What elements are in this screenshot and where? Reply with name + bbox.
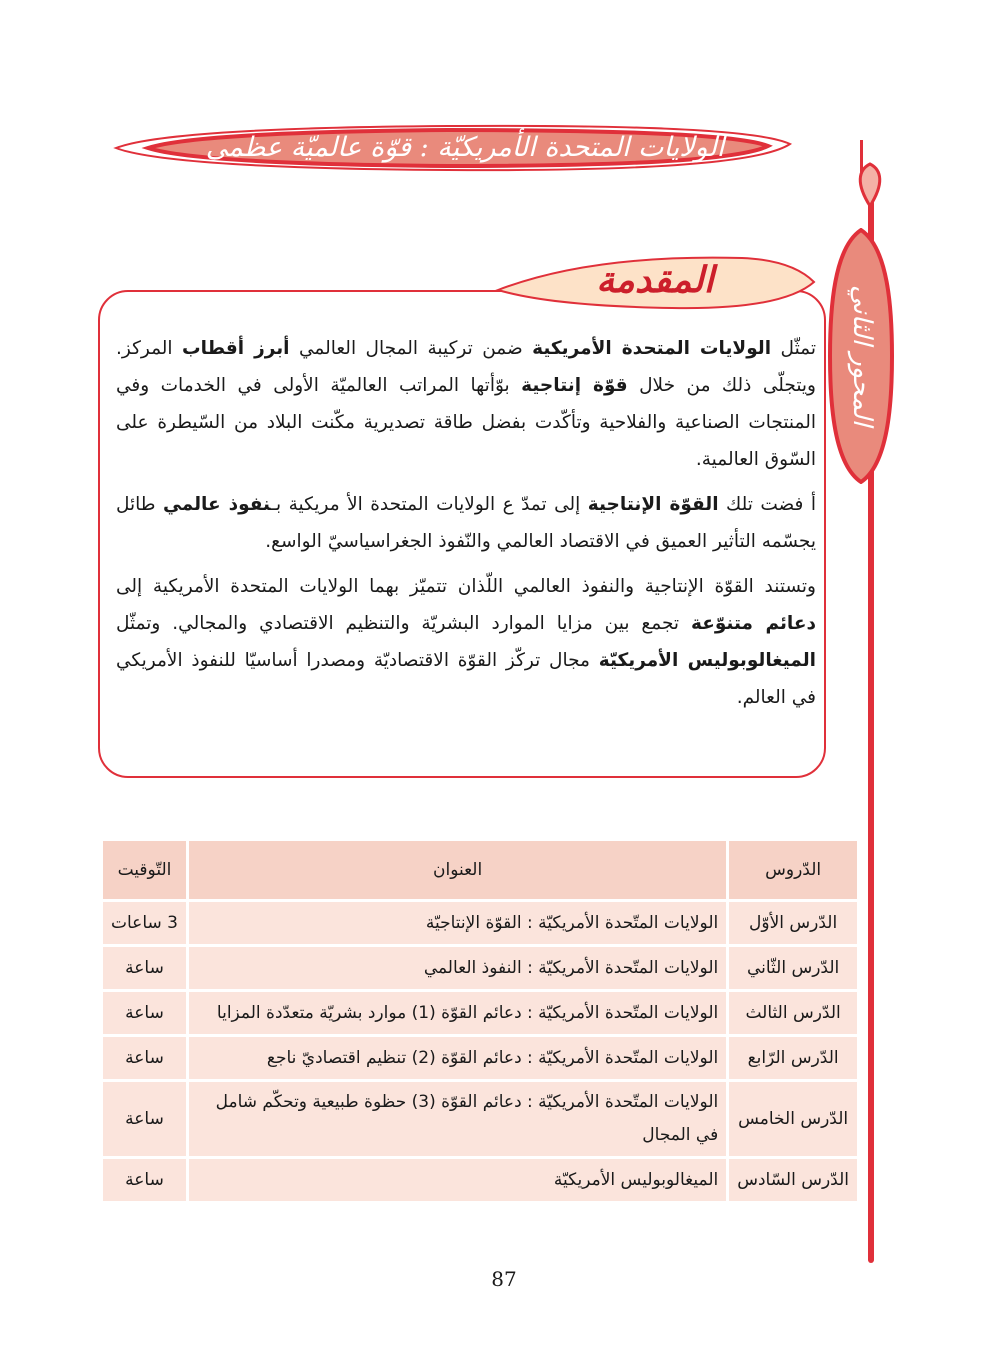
lesson-name: الدّرس الثّاني xyxy=(729,947,857,989)
text-segment: طائل يجسّمه التأثير العميق في الاقتصاد العالمي والنّفوذ الجغراسياسيّ الواسع. xyxy=(116,494,816,552)
bold-term: نفوذ عالمي xyxy=(162,494,271,515)
text-segment: إلى تمدّ ع الولايات المتحدة الأ مريكية بـ xyxy=(270,494,588,515)
text-segment: أ فضت تلك xyxy=(718,494,816,515)
table-row xyxy=(103,992,857,1034)
text-segment: مجال تركّز القوّة الاقتصاديّة ومصدرا أساسيّا للنفوذ الأمريكي في العالم. xyxy=(116,650,816,708)
table-row xyxy=(103,1082,857,1156)
lesson-time: 3 ساعات xyxy=(103,902,186,944)
lesson-title: الولايات المتّحدة الأمريكيّة : دعائم القوّة (2) تنظيم اقتصاديّ ناجع xyxy=(189,1037,726,1079)
ornament-icon xyxy=(852,160,888,212)
bold-term: أبرز أقطاب xyxy=(182,338,290,359)
intro-paragraph-1 xyxy=(116,330,816,478)
intro-text xyxy=(116,330,816,724)
bold-term: دعائم متنوّعة xyxy=(690,613,816,634)
text-segment: وتستند القوّة الإنتاجية والنفوذ العالمي اللّذان تتميّز بهما الولايات المتحدة الأمريكية إلى xyxy=(116,576,816,597)
lesson-title: الولايات المتّحدة الأمريكيّة : النفوذ العالمي xyxy=(189,947,726,989)
table-row xyxy=(103,1159,857,1201)
lesson-time: ساعة xyxy=(103,947,186,989)
lesson-name: الدّرس الثالث xyxy=(729,992,857,1034)
lesson-name: الدّرس الخامس xyxy=(729,1082,857,1156)
intro-heading: المقدمة xyxy=(596,259,714,301)
lesson-time: ساعة xyxy=(103,992,186,1034)
lessons-table xyxy=(100,838,860,1204)
page-number: 87 xyxy=(491,1267,517,1291)
intro-paragraph-2 xyxy=(116,486,816,560)
intro-paragraph-3 xyxy=(116,568,816,716)
text-segment: تجمع بين مزايا الموارد البشريّة والتنظيم الاقتصادي والمجالي. وتمثّل xyxy=(116,613,691,634)
header-time: التّوقيت xyxy=(103,841,186,899)
lesson-time: ساعة xyxy=(103,1159,186,1201)
lesson-time: ساعة xyxy=(103,1082,186,1156)
bold-term: الميغالوبوليس الأمريكيّة xyxy=(598,650,816,671)
header-title: العنوان xyxy=(189,841,726,899)
text-segment: بوّأتها المراتب العالميّة الأولى في الخدمات وفي المنتجات الصناعية والفلاحية وتأكّدت بفضل طاقة تصديرية مكّنت البلاد من السّيطرة على السّوق العالمية. xyxy=(116,375,816,470)
lesson-name: الدّرس السّادس xyxy=(729,1159,857,1201)
axis-label: المحور الثاني xyxy=(847,285,877,427)
lesson-title: الميغالوبوليس الأمريكيّة xyxy=(189,1159,726,1201)
lesson-title: الولايات المتّحدة الأمريكيّة : دعائم القوّة (1) موارد بشريّة متعدّدة المزايا xyxy=(189,992,726,1034)
lesson-name: الدّرس الرّابع xyxy=(729,1037,857,1079)
lesson-time: ساعة xyxy=(103,1037,186,1079)
bold-term: القوّة الإنتاجية xyxy=(587,494,719,515)
table-row xyxy=(103,902,857,944)
bold-term: الولايات المتحدة الأمريكية xyxy=(532,338,772,359)
chapter-title: الولايات المتحدة الأمريكيّة : قوّة عالميّة عظمى xyxy=(205,132,725,163)
text-segment: المركز. ويتجلّى ذلك من خلال xyxy=(116,338,816,396)
text-segment: تمثّل xyxy=(771,338,816,359)
table-header-row xyxy=(103,841,857,899)
text-segment: ضمن تركيبة المجال العالمي xyxy=(289,338,533,359)
table-row xyxy=(103,947,857,989)
bold-term: قوّة إنتاجية xyxy=(521,375,628,396)
lesson-title: الولايات المتّحدة الأمريكيّة : دعائم القوّة (3) حظوة طبيعية وتحكّم شامل في المجال xyxy=(189,1082,726,1156)
lesson-title: الولايات المتّحدة الأمريكيّة : القوّة الإنتاجيّة xyxy=(189,902,726,944)
header-lessons: الدّروس xyxy=(729,841,857,899)
lesson-name: الدّرس الأوّل xyxy=(729,902,857,944)
table-row xyxy=(103,1037,857,1079)
